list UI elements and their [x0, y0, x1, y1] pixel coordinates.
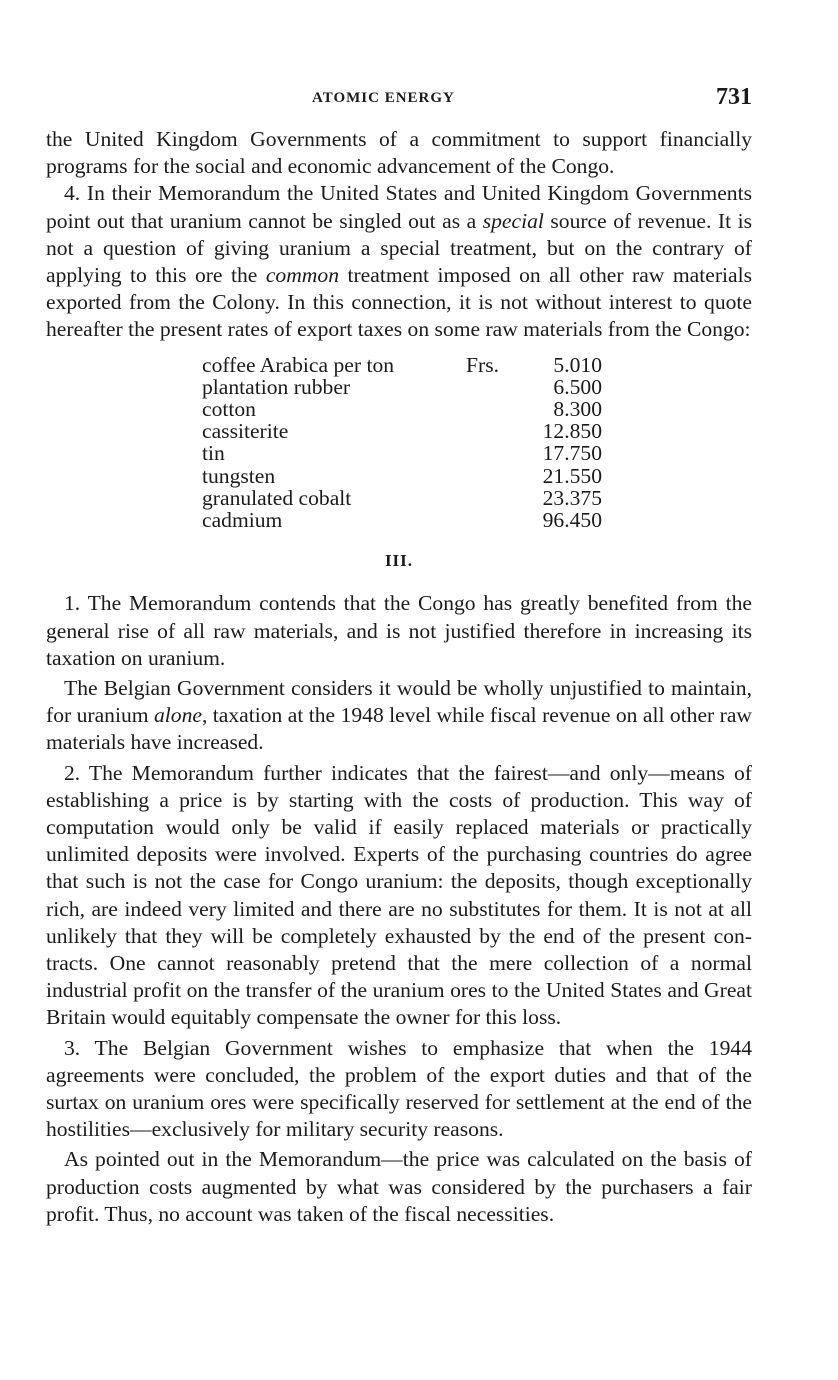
- material-name: plantation rubber: [202, 374, 351, 399]
- section-heading: III.: [384, 551, 414, 571]
- tax-value: 6.500: [553, 374, 602, 399]
- paragraph-iii-1: 1. The Memorandum contends that the Congo has greatly benefited from the general rise of all raw materials, and is not justified therefore in increasing its taxation on uranium.: [46, 591, 752, 670]
- material-name: cassiterite: [202, 419, 289, 444]
- table-row: [202, 420, 602, 442]
- page-number: 731: [716, 84, 752, 110]
- currency-label: Frs.: [466, 352, 500, 377]
- table-row: [202, 376, 602, 398]
- table-row: [202, 509, 602, 531]
- running-title: ATOMIC ENERGY: [312, 90, 455, 106]
- tax-value: 12.850: [542, 419, 602, 444]
- material-name: cadmium: [202, 507, 283, 532]
- tax-value: 5.010: [553, 352, 602, 377]
- tax-value: 17.750: [542, 441, 602, 466]
- table-row: [202, 442, 602, 464]
- tax-value: 21.550: [542, 463, 602, 488]
- paragraph-iii-3-continued: As pointed out in the Memorandum—the price was calculated on the basis of production costs augmented by what was considered by the purchasers a fair profit. Thus, no account was taken of the fiscal necessities.: [46, 1147, 752, 1226]
- tax-value: 23.375: [542, 485, 602, 510]
- material-name: coffee Arabica per ton: [202, 352, 395, 377]
- table-row: [202, 465, 602, 487]
- tax-value: 96.450: [542, 507, 602, 532]
- paragraph-iii-2: 2. The Memorandum further indicates that the fairest—and only—means of establishing a price is by starting with the costs of production. This way of computation would only be valid if easily replaced materials or practically unlimited deposits were involved. Experts of the purchasing countries do agree that such is not the case for Congo uranium: the deposits, though exceptionally rich, are indeed very limited and there are no substitutes for them. It is not at all unlikely that they will be completely exhausted by the end of the present contracts. One cannot reasonably pretend that the mere collection of a normal industrial profit on the transfer of the uranium ores to the United States and Great Britain would equitably compensate the owner for this loss.: [46, 760, 752, 1030]
- tax-value: 8.300: [553, 397, 602, 421]
- paragraph-4: 4. In their Memorandum the United States and United Kingdom Governments point out that uranium cannot be singled out as a special source of revenue. It is not a question of giving uranium a special treatment, but on the contrary of applying to this ore the common treatment imposed on all other raw materials exported from the Colony. In this connection, it is not without interest to quote hereafter the present rates of export taxes on some raw materials from the Congo:: [46, 181, 752, 342]
- table-row: [202, 398, 602, 420]
- paragraph-iii-3: 3. The Belgian Government wishes to emphasize that when the 1944 agreements were concluded, the problem of the export duties and that of the surtax on uranium ores were specifically reserved for settlement at the end of the hostilities—exclusively for military security reasons.: [46, 1035, 752, 1142]
- paragraph-iii-1-continued: The Belgian Government considers it would be wholly unjustified to maintain, for uranium alone, taxation at the 1948 level while fiscal revenue on all other raw materials have increased.: [46, 675, 753, 755]
- material-name: granulated cobalt: [202, 485, 352, 510]
- material-name: tin: [202, 441, 225, 466]
- running-header: [300, 84, 752, 120]
- body-text: [46, 126, 752, 1228]
- export-tax-table: [202, 354, 602, 532]
- material-name: cotton: [202, 397, 256, 421]
- material-name: tungsten: [202, 463, 276, 488]
- paragraph-continued: the United Kingdom Governments of a commitment to support financially programs for the social and economic advancement of the Congo.: [46, 127, 752, 179]
- table-row: [202, 487, 602, 509]
- table-row: [202, 354, 602, 376]
